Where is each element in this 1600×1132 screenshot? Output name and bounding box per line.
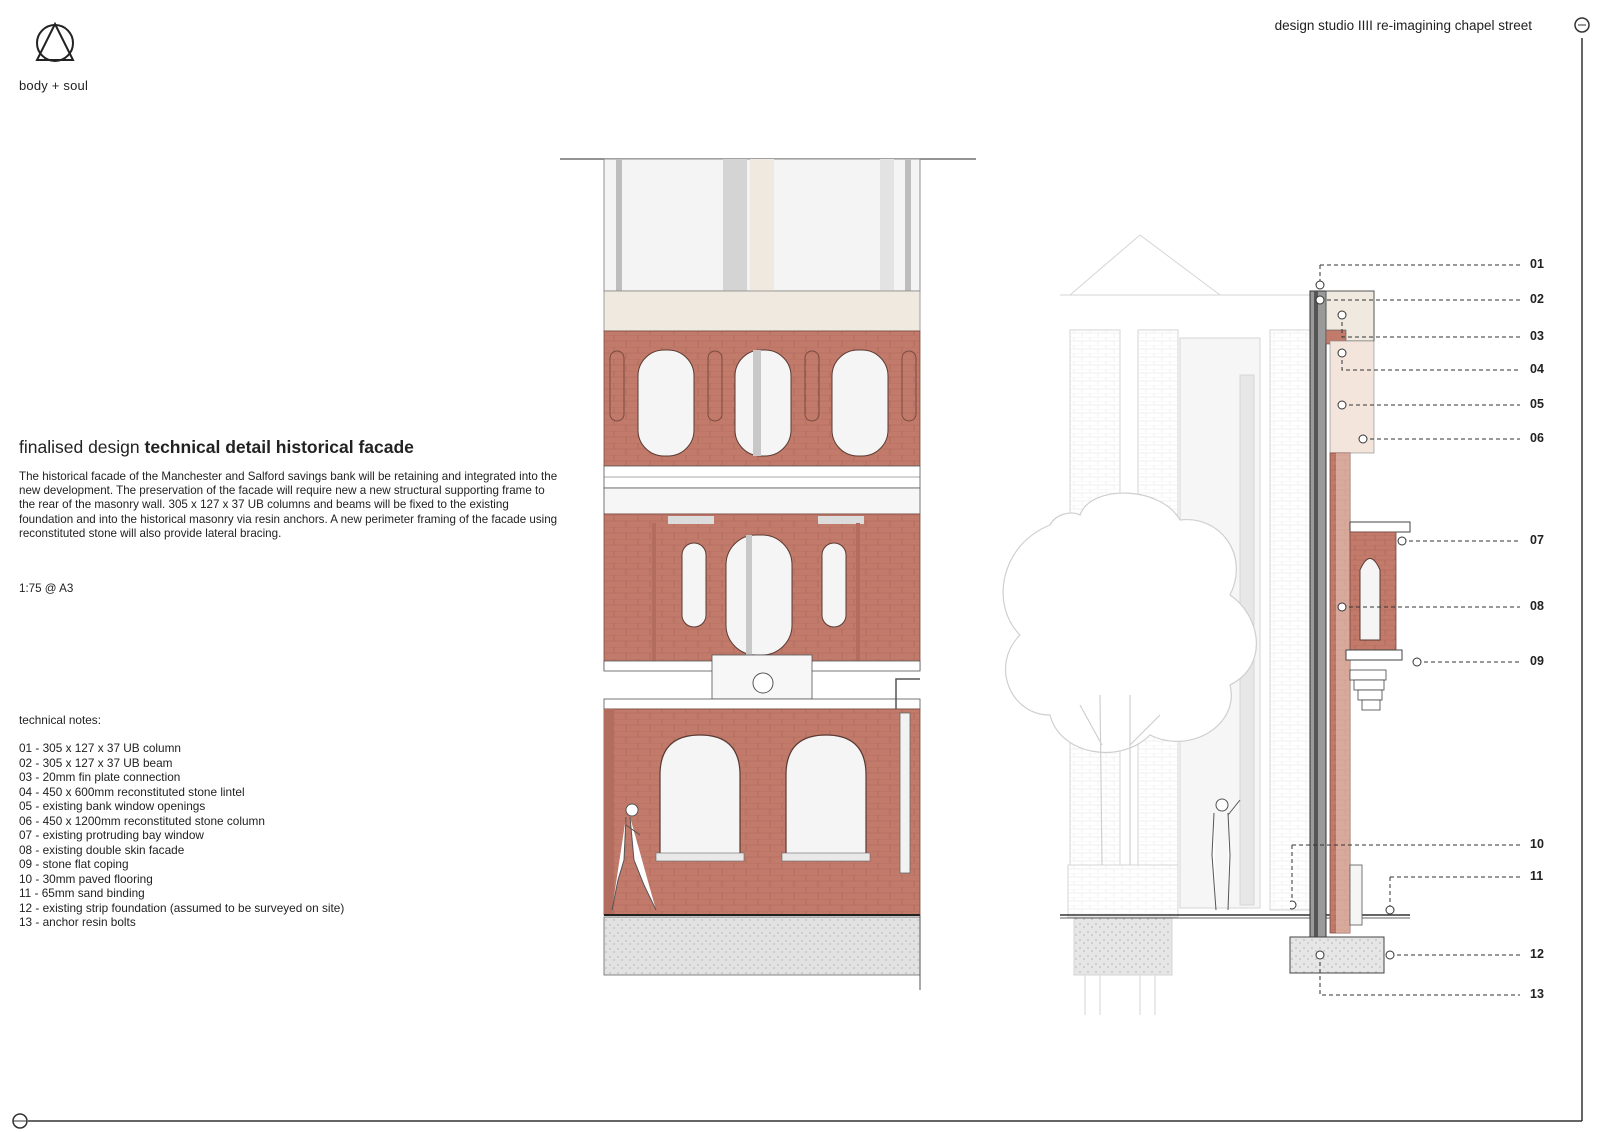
note-item: 13 - anchor resin bolts [19,915,136,929]
callout-05: 05 [1530,397,1544,411]
callout-01: 01 [1530,257,1544,271]
note-item: 03 - 20mm fin plate connection [19,770,181,784]
note-item: 01 - 305 x 127 x 37 UB column [19,741,181,755]
note-item: 11 - 65mm sand binding [19,886,145,900]
scale-label: 1:75 @ A3 [19,582,74,595]
note-item: 04 - 450 x 600mm reconstituted stone lintel [19,784,245,799]
technical-notes-list [19,741,344,930]
note-item: 09 - stone flat coping [19,857,129,871]
studio-title: design studio IIII re-imagining chapel street [1274,18,1532,33]
note-item: 12 - existing strip foundation (assumed to be surveyed on site) [19,900,345,915]
callout-11: 11 [1530,869,1544,883]
description-text: The historical facade of the Manchester and Salford savings bank will be retaining and integrated into the new development. The preservation of the facade will require new a new structural supporting frame to the rear of the masonry wall. 305 x 127 x 37 UB columns and beams will be fixed to the existing foundation and into the historical masonry via resin anchors. A new perimeter framing of the facade using reconstituted stone will also provide lateral bracing. [19,470,558,540]
note-item: 05 - existing bank window openings [19,799,206,813]
note-item: 08 - existing double skin facade [19,842,185,857]
callout-10: 10 [1530,837,1544,851]
callout-06: 06 [1530,431,1544,445]
callout-04: 04 [1530,362,1544,376]
drawing-heading [19,437,414,458]
callout-08: 08 [1530,599,1544,613]
heading-prefix: finalised design [19,437,140,457]
brand-name: body + soul [19,78,89,93]
callout-leaders [1290,255,1530,1015]
callout-13: 13 [1530,987,1544,1001]
callout-09: 09 [1530,654,1544,668]
heading-title: technical detail historical facade [144,437,414,457]
callout-12: 12 [1530,947,1544,961]
front-elevation-drawing [560,155,1000,1015]
callout-03: 03 [1530,329,1544,343]
callout-02: 02 [1530,292,1544,306]
technical-notes-title: technical notes: [19,713,101,727]
callout-07: 07 [1530,533,1544,547]
note-item: 10 - 30mm paved flooring [19,871,153,886]
note-item: 02 - 305 x 127 x 37 UB beam [19,755,173,770]
note-item: 07 - existing protruding bay window [19,828,204,842]
note-item: 06 - 450 x 1200mm reconstituted stone column [19,813,265,828]
